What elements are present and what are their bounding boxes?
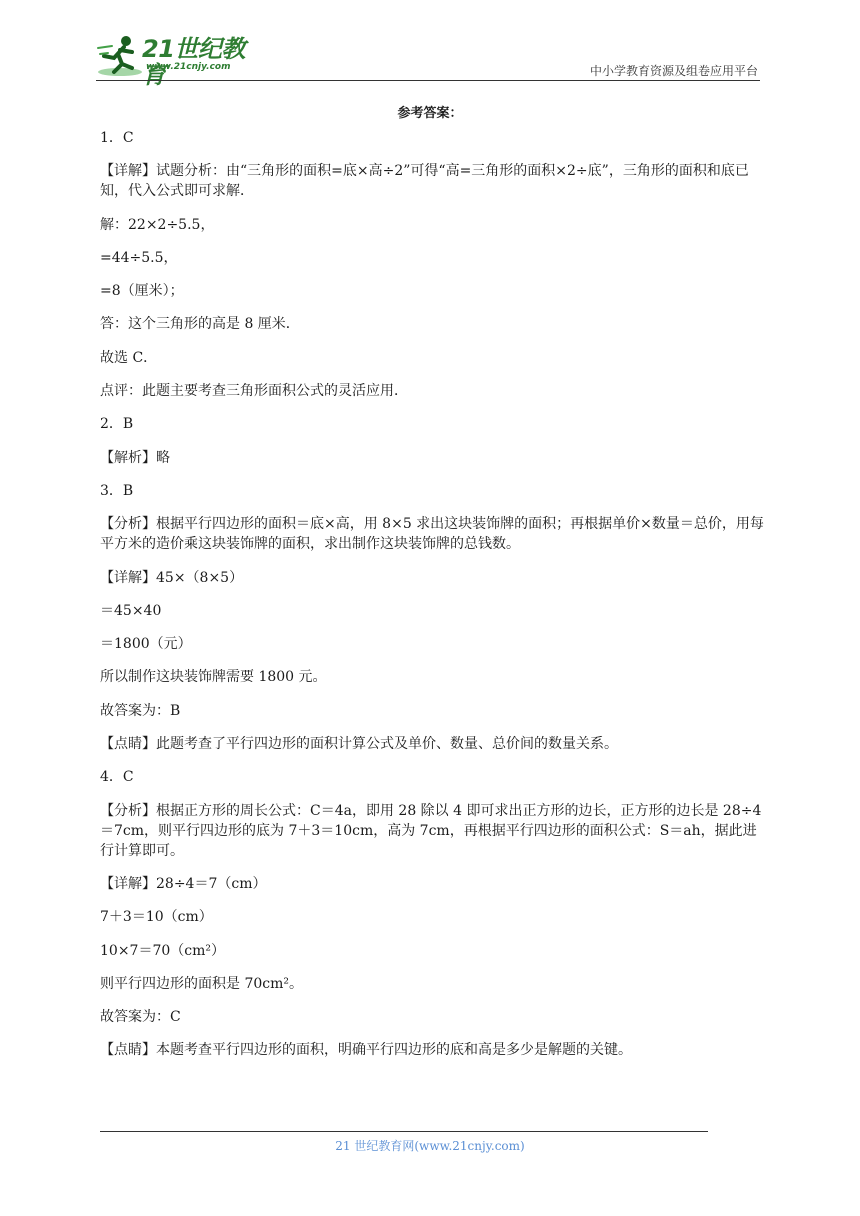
footer-link[interactable]: 21 世纪教育网(www.21cnjy.com): [335, 1139, 525, 1153]
answer-line: 点评：此题主要考查三角形面积公式的灵活应用．: [100, 383, 408, 400]
answer-content: [100, 128, 765, 1074]
answer-line: =8（厘米）；: [100, 283, 184, 300]
answer-line: 【分析】根据正方形的周长公式：C＝4a，即用 28 除以 4 即可求出正方形的边长，正方形的边长是 28÷4＝7cm，则平行四边形的底为 7＋3＝10cm，高为 7cm，再根据平行四边形的面积公式：S＝ah，据此进行计算即可。: [100, 802, 762, 859]
answer-line: 【分析】根据平行四边形的面积＝底×高，用 8×5 求出这块装饰牌的面积；再根据单价×数量＝总价，用每平方米的造价乘这块装饰牌的面积，求出制作这块装饰牌的总钱数。: [100, 516, 764, 553]
answer-line: 7＋3＝10（cm）: [100, 909, 213, 926]
page-header: [96, 30, 760, 89]
site-logo[interactable]: [96, 34, 266, 89]
logo-url: www.21cnjy.com: [146, 62, 231, 72]
runner-logo-icon: [96, 34, 144, 78]
answer-line: 则平行四边形的面积是 70cm²。: [100, 975, 303, 992]
answer-line: 答：这个三角形的高是 8 厘米．: [100, 316, 300, 333]
answer-line: 【解析】略: [100, 449, 170, 466]
answer-line: 【详解】试题分析：由“三角形的面积=底×高÷2”可得“高=三角形的面积×2÷底”，三角形的面积和底已知，代入公式即可求解．: [100, 163, 749, 200]
header-divider: [96, 80, 760, 81]
answer-line: =44÷5.5，: [100, 249, 178, 266]
answer-line: ＝45×40: [100, 602, 162, 619]
answer-line: 所以制作这块装饰牌需要 1800 元。: [100, 669, 327, 686]
answer-line: 10×7＝70（cm²）: [100, 942, 225, 959]
answer-line: 故选 C．: [100, 349, 158, 366]
logo-text: 21世纪教育: [142, 35, 245, 89]
answer-line: 【点睛】此题考查了平行四边形的面积计算公式及单价、数量、总价间的数量关系。: [100, 736, 618, 753]
platform-name: 中小学教育资源及组卷应用平台: [589, 64, 758, 78]
answer-line: 4．C: [100, 769, 134, 786]
answer-line: 【详解】28÷4＝7（cm）: [100, 875, 267, 892]
answer-line: 2．B: [100, 416, 134, 433]
page-title: 参考答案：: [397, 106, 463, 121]
answer-line: 【点睛】本题考查平行四边形的面积，明确平行四边形的底和高是多少是解题的关键。: [100, 1042, 632, 1059]
answer-line: 故答案为：C: [100, 1009, 181, 1026]
answer-line: 解：22×2÷5.5，: [100, 216, 215, 233]
answer-line: 故答案为：B: [100, 702, 181, 719]
answer-line: 【详解】45×（8×5）: [100, 569, 244, 586]
answer-line: 1．C: [100, 130, 134, 146]
answer-line: 3．B: [100, 482, 134, 499]
footer-divider: [100, 1131, 708, 1132]
answer-line: ＝1800（元）: [100, 636, 192, 653]
